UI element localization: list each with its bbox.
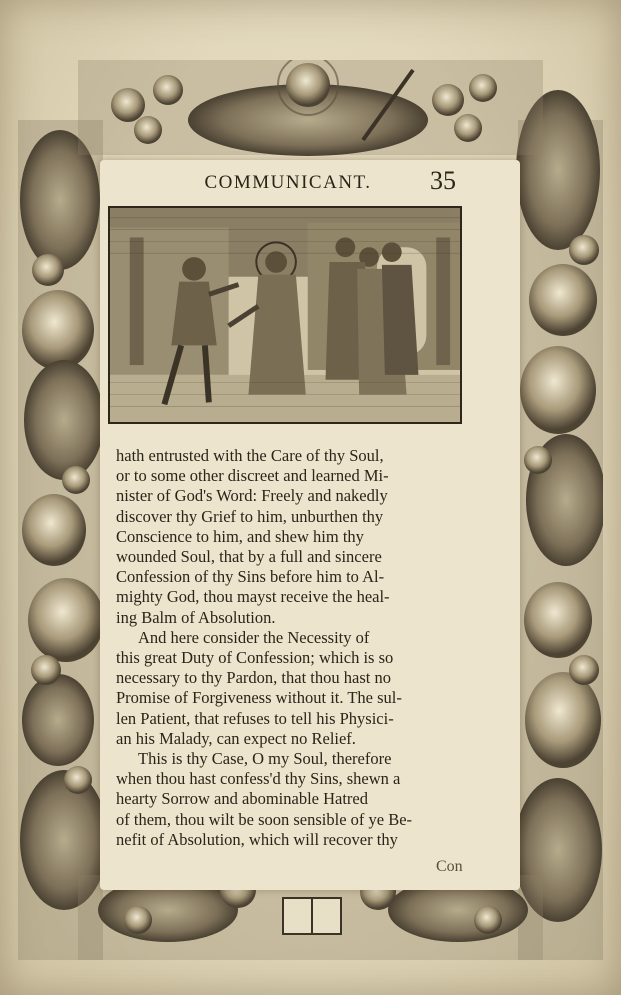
text-line: ing Balm of Absolution.: [116, 607, 276, 627]
text-line: discover thy Grief to him, unburthen thy: [116, 506, 384, 526]
text-line: mighty God, thou mayst receive the heal-: [116, 587, 390, 607]
text-line: hath entrusted with the Care of thy Soul,: [116, 446, 384, 465]
body-text: [116, 446, 476, 850]
text-line: Conscience to him, and shew him thy: [116, 526, 364, 546]
text-line: len Patient, that refuses to tell his Physici-: [116, 708, 394, 728]
page-number: 35: [430, 166, 456, 195]
catchword: Con: [436, 858, 463, 875]
text-line: hearty Sorrow and abominable Hatred: [116, 789, 368, 809]
text-line: an his Malady, can expect no Relief.: [116, 728, 356, 748]
text-line: Promise of Forgiveness without it. The sul-: [116, 688, 402, 708]
text-line: Confession of thy Sins before him to Al-: [116, 567, 385, 587]
text-line: wounded Soul, that by a full and sincere: [116, 547, 382, 567]
engraving-illustration: [108, 206, 462, 424]
text-line: this great Duty of Confession; which is so: [116, 648, 394, 668]
text-line: of them, thou wilt be soon sensible of ye Be-: [116, 809, 413, 829]
text-line: when thou hast confess'd thy Sins, shewn a: [116, 769, 401, 789]
text-line: or to some other discreet and learned Mi-: [116, 466, 389, 486]
text-line: nefit of Absolution, which will recover thy: [116, 829, 398, 849]
left-border-cherubs: [18, 120, 108, 960]
running-head: COMMUNICANT.: [204, 172, 372, 193]
text-line: And here consider the Necessity of: [138, 627, 370, 647]
text-line: This is thy Case, O my Soul, therefore: [138, 749, 392, 769]
text-line: nister of God's Word: Freely and nakedly: [116, 486, 388, 506]
right-border-cherubs: [514, 90, 603, 960]
engraving-scene-art: [110, 208, 460, 422]
text-line: necessary to thy Pardon, that thou hast no: [116, 668, 391, 688]
top-border-glory: [78, 60, 543, 156]
